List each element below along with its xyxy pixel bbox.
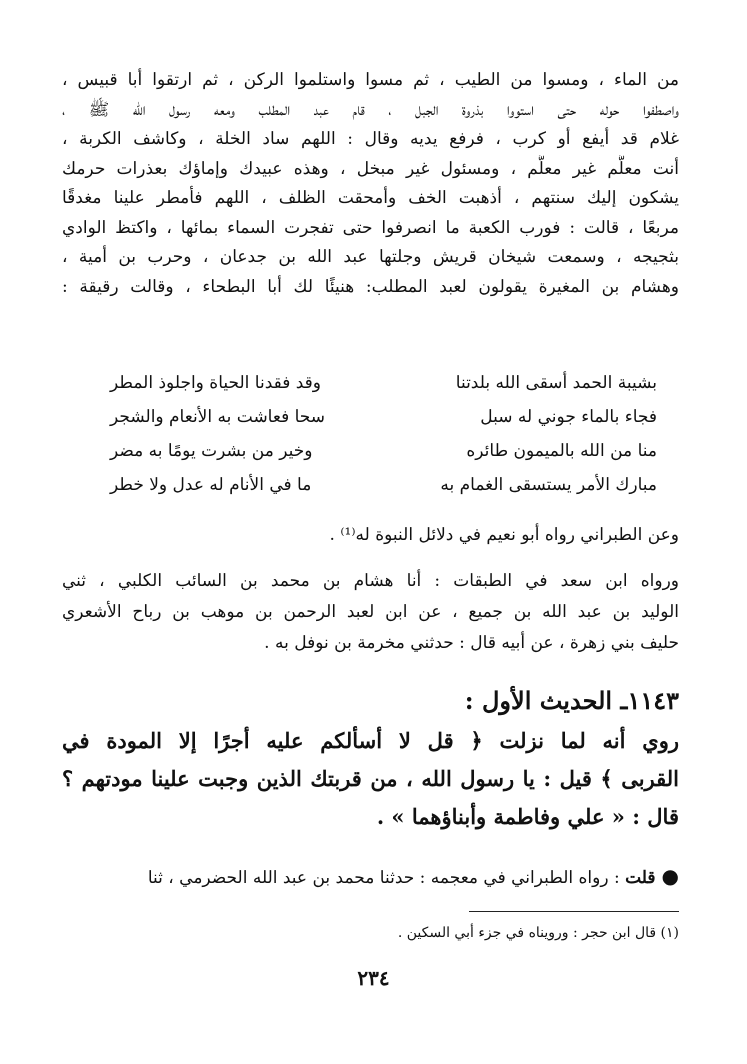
- verse-first-hemistich: فجاء بالماء جوني له سبل: [480, 407, 657, 427]
- text-line: الوليد بن عبد الله بن جميع ، عن ابن لعبد الرحمن بن موهب بن رباح الأشعري: [62, 602, 679, 622]
- text-line: وهشام بن المغيرة يقولون لعبد المطلب: هنيئًا لك أبا البطحاء ، وقالت رقيقة :: [62, 276, 679, 297]
- footnote-divider: [469, 911, 679, 912]
- text-line: قال : « علي وفاطمة وأبناؤهما » .: [376, 804, 679, 829]
- text-line: أنت معلَّم غير معلَّم ، ومسئول غير مبخل ، وهذه عبيدك وإماؤك بعذرات حرمك: [62, 158, 679, 179]
- second-paragraph: [62, 566, 679, 659]
- text-line: بثجيجه ، وسمعت شيخان قريش وجلتها عبد الله بن جدعان ، وحرب بن أمية ،: [62, 247, 679, 267]
- text-line: القربى ﴾ قيل : يا رسول الله ، من قربتك الذين وجبت علينا مودتهم ؟: [62, 766, 679, 791]
- poem-verse: [110, 434, 657, 468]
- poem-verse: [110, 468, 657, 502]
- poem: [110, 366, 657, 502]
- hadith-heading: ١١٤٣ـ الحديث الأول :: [464, 686, 679, 715]
- verse-second-hemistich: ما في الأنام له عدل ولا خطر: [110, 475, 312, 495]
- text-line: ورواه ابن سعد في الطبقات : أنا هشام بن محمد بن السائب الكلبي ، ثني: [62, 571, 679, 591]
- text-line: حليف بني زهرة ، عن أبيه قال : حدثني مخرمة بن نوفل به .: [264, 633, 679, 653]
- poem-verse: [110, 400, 657, 434]
- hadith-text: [62, 722, 679, 836]
- footnote: (١) قال ابن حجر : ورويناه في جزء أبي السكين .: [397, 925, 679, 941]
- verse-second-hemistich: وقد فقدنا الحياة واجلوذ المطر: [110, 373, 322, 393]
- poem-verse: [110, 366, 657, 400]
- text-line: روي أنه لما نزلت ﴿ قل لا أسألكم عليه أجرًا إلا المودة في: [62, 728, 679, 753]
- text-line: واصطفوا حوله حتى استووا بذروة الجبل ، قام عبد المطلب ومعه رسول الله ﷺ ،: [62, 99, 679, 120]
- citation-line: وعن الطبراني رواه أبو نعيم في دلائل النبوة له⁽¹⁾ .: [329, 525, 679, 545]
- note-line: [62, 862, 679, 892]
- bullet-icon: ●: [661, 864, 679, 888]
- text-line: غلام قد أيفع أو كرب ، فرفع يديه وقال : اللهم ساد الخلة ، وكاشف الكربة ،: [62, 129, 679, 149]
- verse-second-hemistich: وخير من بشرت يومًا به مضر: [110, 441, 313, 461]
- verse-first-hemistich: مبارك الأمر يستسقى الغمام به: [440, 475, 657, 495]
- note-text: : رواه الطبراني في معجمه : حدثنا محمد بن عبد الله الحضرمي ، ثنا: [147, 868, 626, 888]
- verse-second-hemistich: سحا فعاشت به الأنعام والشجر: [110, 407, 325, 427]
- verse-first-hemistich: بشيبة الحمد أسقى الله بلدتنا: [455, 373, 657, 393]
- intro-paragraph: [62, 66, 679, 302]
- verse-first-hemistich: منا من الله بالميمون طائره: [466, 441, 657, 461]
- note-label: قلت: [625, 868, 656, 888]
- page-number: ٢٣٤: [357, 966, 390, 990]
- text-line: مربعًا ، قالت : فورب الكعبة ما انصرفوا حتى تفجرت السماء بمائها ، واكتظ الوادي: [62, 217, 679, 238]
- text-line: يشكون إليك سنتهم ، أذهبت الخف وأمحقت الظلف ، اللهم فأمطر علينا مغدقًا: [62, 188, 679, 208]
- text-line: من الماء ، ومسوا من الطيب ، ثم مسوا واستلموا الركن ، ثم ارتقوا أبا قبيس ،: [62, 70, 679, 90]
